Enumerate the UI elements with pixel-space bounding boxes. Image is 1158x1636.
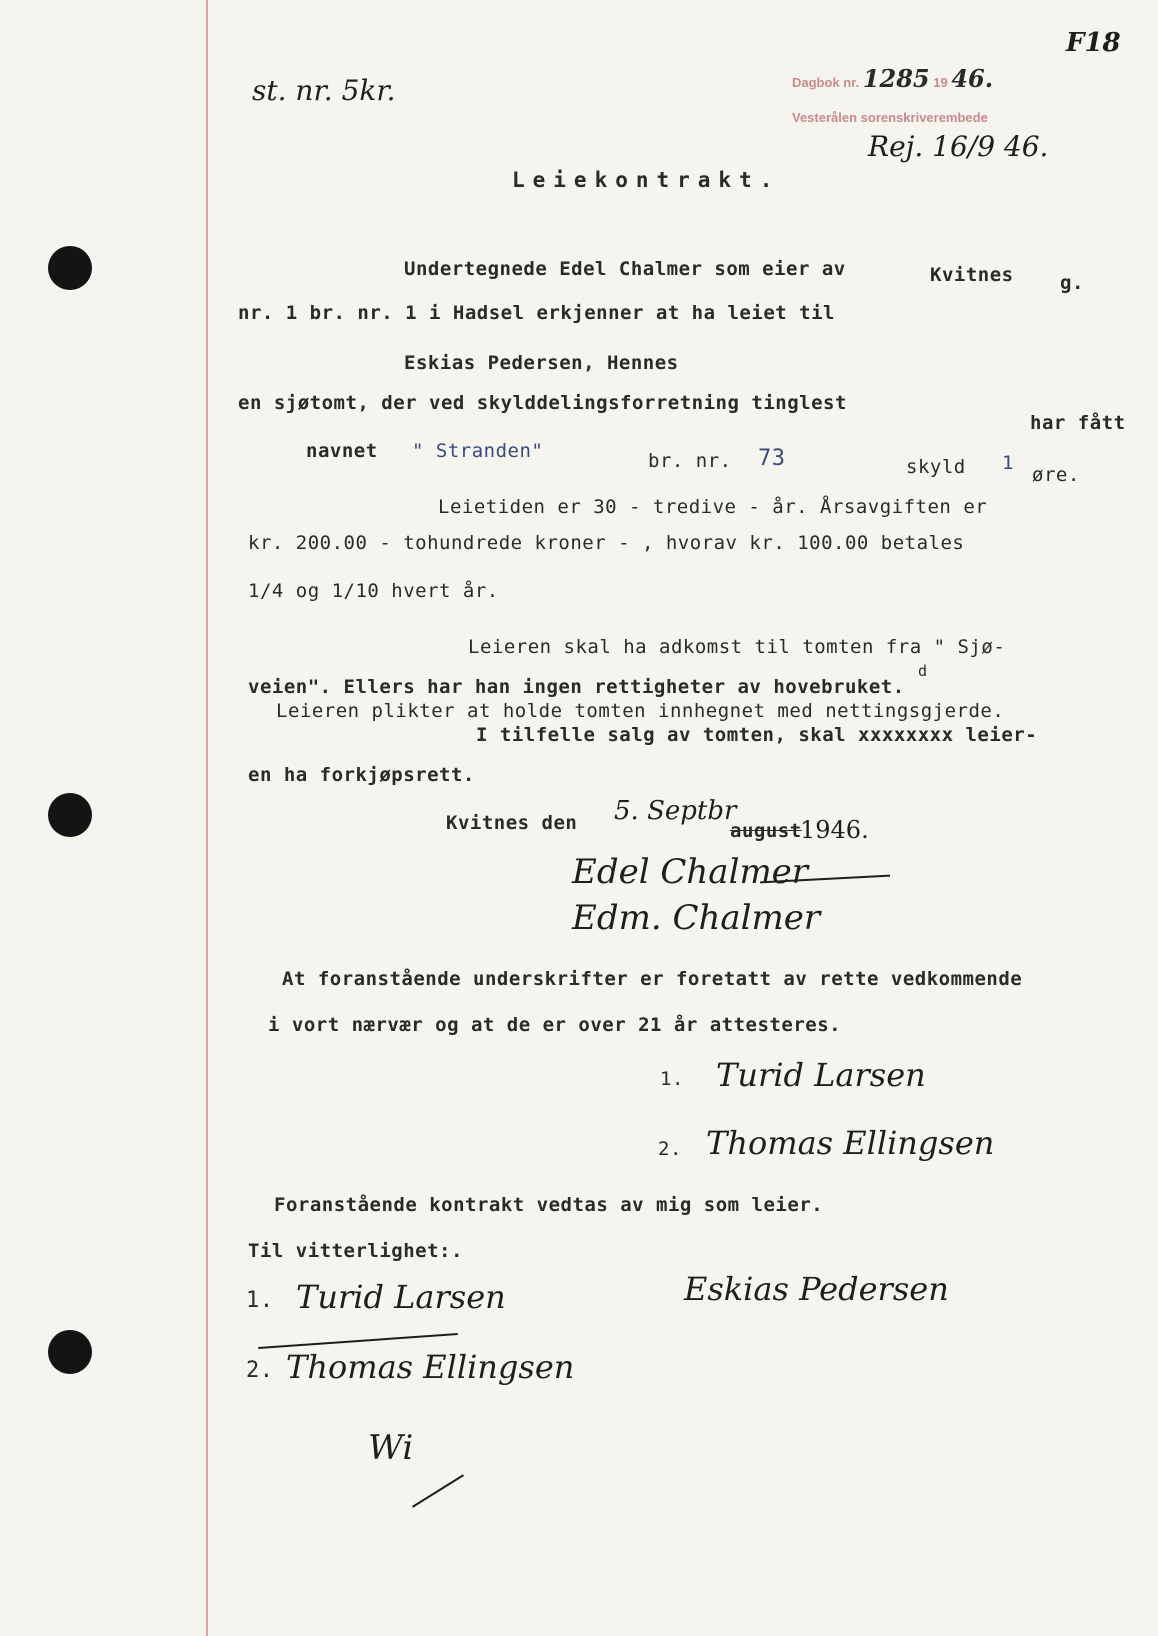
signature-eskias-pedersen: Eskias Pedersen [684,1270,949,1308]
body-line: kr. 200.00 - tohundrede kroner - , hvorav kr. 100.00 betales [248,532,965,554]
body-line: veien". Ellers har han ingen rettigheter av hovebruket. [248,676,905,698]
signature-turid-larsen: Turid Larsen [716,1056,926,1094]
insert-mark: d [918,662,928,680]
body-line: 1/4 og 1/10 hvert år. [248,580,499,602]
margin-line [206,0,208,1636]
body-line: g. [1060,272,1084,294]
body-line: har fått [1030,412,1126,434]
body-line: navnet [306,440,378,462]
initials: Wi [368,1428,414,1468]
body-line: skyld [906,456,966,478]
body-line: br. nr. [648,450,732,472]
registration-note: Rej. 16/9 46. [868,130,1049,163]
initials-stroke [412,1474,464,1507]
body-line: I tilfelle salg av tomten, skal xxxxxxxx leier- [476,724,1038,746]
body-line: Eskias Pedersen, Hennes [404,352,679,374]
punch-hole-middle [48,793,92,837]
signature-edm-chalmer: Edm. Chalmer [572,898,821,938]
marginal-note: st. nr. 5kr. [252,74,396,107]
body-line: Leietiden er 30 - tredive - år. Årsavgiften er [438,496,988,518]
stamp-prefix: Dagbok nr. [792,75,860,90]
signature-edel-chalmer: Edel Chalmer [572,852,809,892]
stamp-line1 [792,64,993,93]
stamp-year: 46. [951,64,994,93]
witness-number: 1. [660,1068,684,1090]
signature-thomas-ellingsen: Thomas Ellingsen [706,1124,995,1162]
witness-number: 2. [658,1138,682,1160]
punch-hole-bottom [48,1330,92,1374]
body-line: Kvitnes [930,264,1014,286]
stamp-year-prefix: 19 [933,75,948,90]
acceptance-line: Foranstående kontrakt vedtas av mig som leier. [274,1194,824,1216]
attestation-line: i vort nærvær og at de er over 21 år attesteres. [268,1014,842,1036]
date-handwritten: 5. Septbr [614,796,737,826]
signature-turid-larsen-2: Turid Larsen [296,1278,506,1316]
date-struck: august [730,820,802,842]
attestation-line: At foranstående underskrifter er foretatt av rette vedkommende [282,968,1023,990]
page-number: F18 [1066,28,1121,58]
acceptance-line: Til vitterlighet:. [248,1240,463,1262]
signature-flourish [258,1333,458,1349]
document-title: Leiekontrakt. [512,168,781,192]
body-line: Leieren skal ha adkomst til tomten fra " Sjø- [468,636,1006,658]
date-year: 1946. [800,816,869,844]
body-line: nr. 1 br. nr. 1 i Hadsel erkjenner at ha leiet til [238,302,835,324]
witness-number: 1. [246,1288,274,1313]
place-date: Kvitnes den [446,812,578,834]
body-line: Leieren plikter at holde tomten innhegnet med nettingsgjerde. [276,700,1005,722]
stamp-line2: Vesterålen sorenskriverembede [792,110,988,125]
witness-number: 2. [246,1358,274,1383]
body-line: øre. [1032,464,1080,486]
body-line: en ha forkjøpsrett. [248,764,475,786]
body-line: 73 [758,446,786,471]
punch-hole-top [48,246,92,290]
stamp-number: 1285 [862,64,930,93]
body-line: 1 [1002,452,1014,474]
body-line: " Stranden" [412,440,544,462]
body-line: Undertegnede Edel Chalmer som eier av [404,258,846,280]
signature-thomas-ellingsen-2: Thomas Ellingsen [286,1348,575,1386]
body-line: en sjøtomt, der ved skylddelingsforretning tinglest [238,392,847,414]
